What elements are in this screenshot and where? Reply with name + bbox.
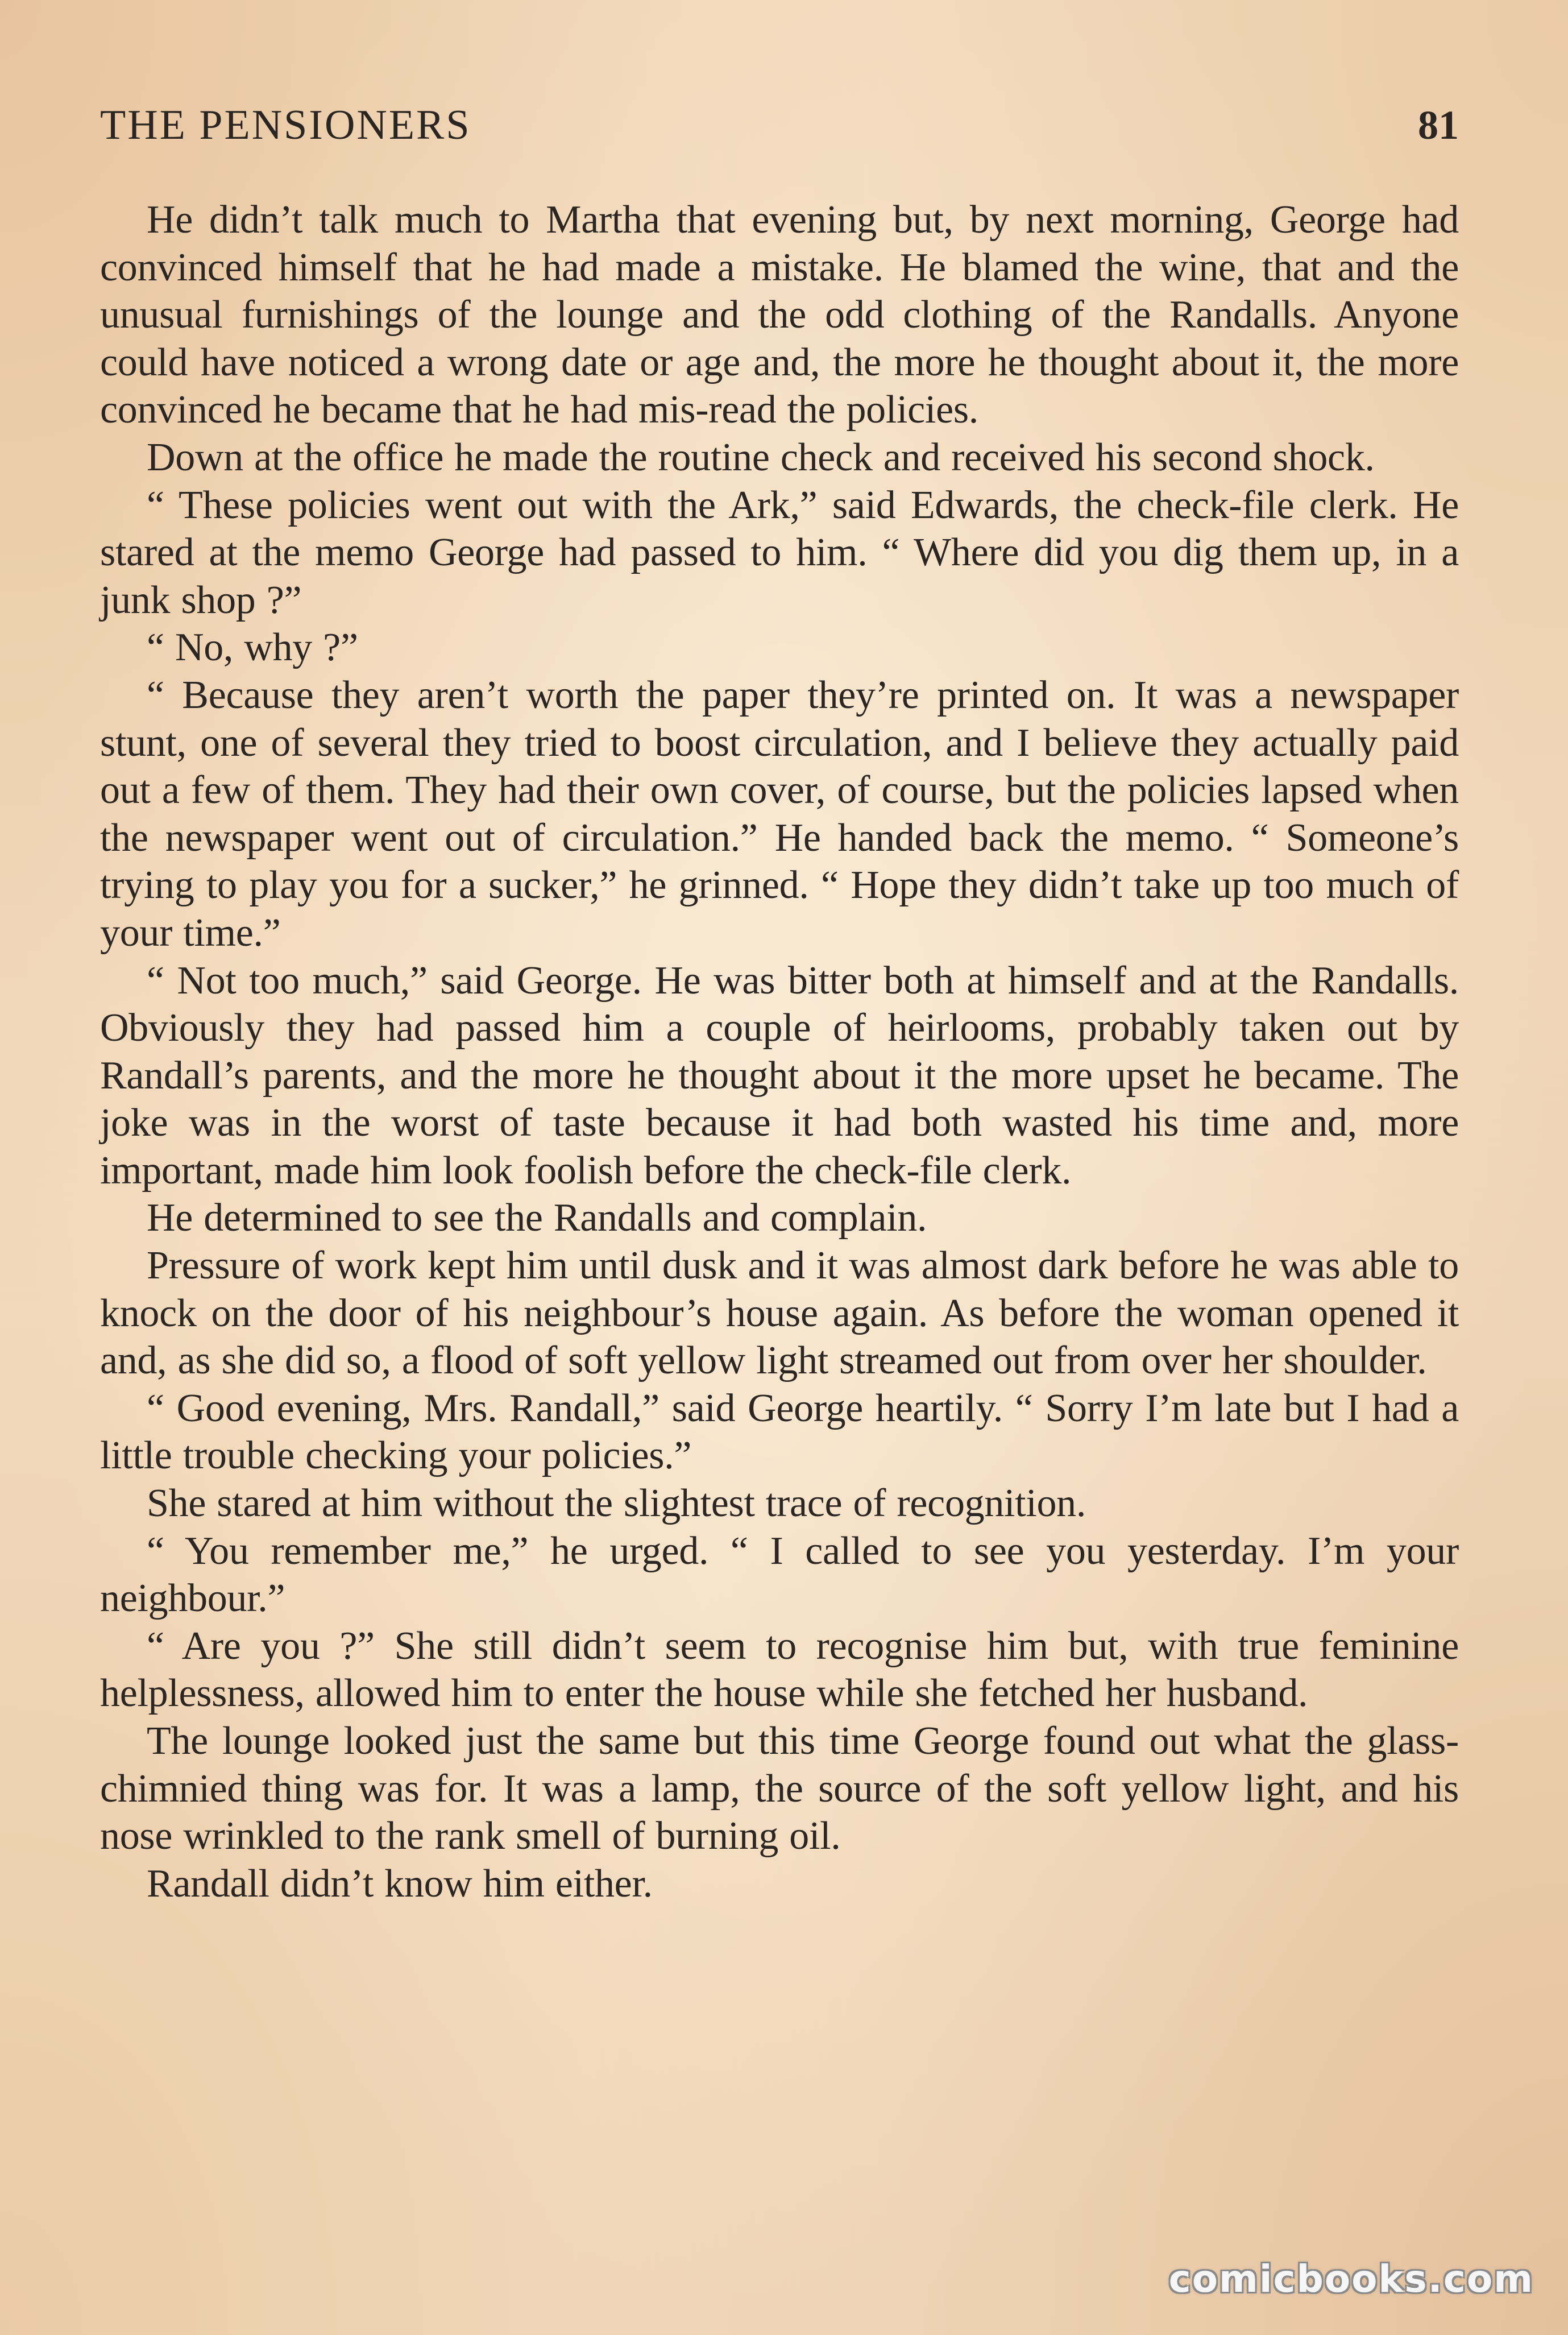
- paragraph: “ You remember me,” he urged. “ I called to see you yesterday. I’m your neighbour.”: [100, 1529, 1459, 1621]
- paragraph: The lounge looked just the same but this time George found out what the glass-chimnied thing was for. It was a lamp, the source of the soft yellow light, and his nose wrinkled to the rank smell of burning oil.: [100, 1719, 1459, 1858]
- paragraph: “ Not too much,” said George. He was bitter both at himself and at the Randalls. Obviously they had passed him a couple of heirlooms, probably taken out by Randall’s parents, and the more he thought about it the more upset he became. The joke was in the worst of taste because it had both wasted his time and, more important, made him look foolish before the check-file clerk.: [100, 958, 1459, 1193]
- paragraph: She stared at him without the slightest trace of recognition.: [147, 1481, 1086, 1526]
- body-text: [100, 196, 1459, 1907]
- paragraph: Randall didn’t know him either.: [147, 1861, 653, 1906]
- paragraph: Pressure of work kept him until dusk and it was almost dark before he was able to knock on the door of his neighbour’s house again. As before the woman opened it and, as she did so, a flood of soft yellow light streamed out from over her shoulder.: [100, 1244, 1459, 1383]
- paragraph: “ No, why ?”: [147, 626, 358, 670]
- paragraph: “ Because they aren’t worth the paper they’re printed on. It was a newspaper stunt, one of several they tried to boost circulation, and I believe they actually paid out a few of them. They had their own cover, of course, but the policies lapsed when the newspaper went out of circulation.” He handed back the memo. “ Someone’s trying to play you for a sucker,” he grinned. “ Hope they didn’t take up too much of your time.”: [100, 673, 1459, 955]
- paragraph: Down at the office he made the routine check and received his second shock.: [147, 435, 1375, 479]
- paragraph: “ Good evening, Mrs. Randall,” said George heartily. “ Sorry I’m late but I had a little trouble checking your policies.”: [100, 1386, 1459, 1478]
- page-number: 81: [1418, 102, 1459, 148]
- paragraph: He didn’t talk much to Martha that evening but, by next morning, George had convinced himself that he had made a mistake. He blamed the wine, that and the unusual furnishings of the lounge and the odd clothing of the Randalls. Anyone could have noticed a wrong date or age and, the more he thought about it, the more convinced he became that he had mis-read the policies.: [100, 198, 1459, 432]
- watermark-logo: comicbooks.com: [1168, 2257, 1534, 2301]
- paragraph: He determined to see the Randalls and complain.: [147, 1196, 927, 1240]
- paragraph: “ Are you ?” She still didn’t seem to recognise him but, with true feminine helplessness, allowed him to enter the house while she fetched her husband.: [100, 1624, 1459, 1716]
- paragraph: “ These policies went out with the Ark,” said Edwards, the check-file clerk. He stared at the memo George had passed to him. “ Where did you dig them up, in a junk shop ?”: [100, 483, 1459, 622]
- running-head: [100, 97, 1459, 154]
- running-title: THE PENSIONERS: [100, 102, 471, 148]
